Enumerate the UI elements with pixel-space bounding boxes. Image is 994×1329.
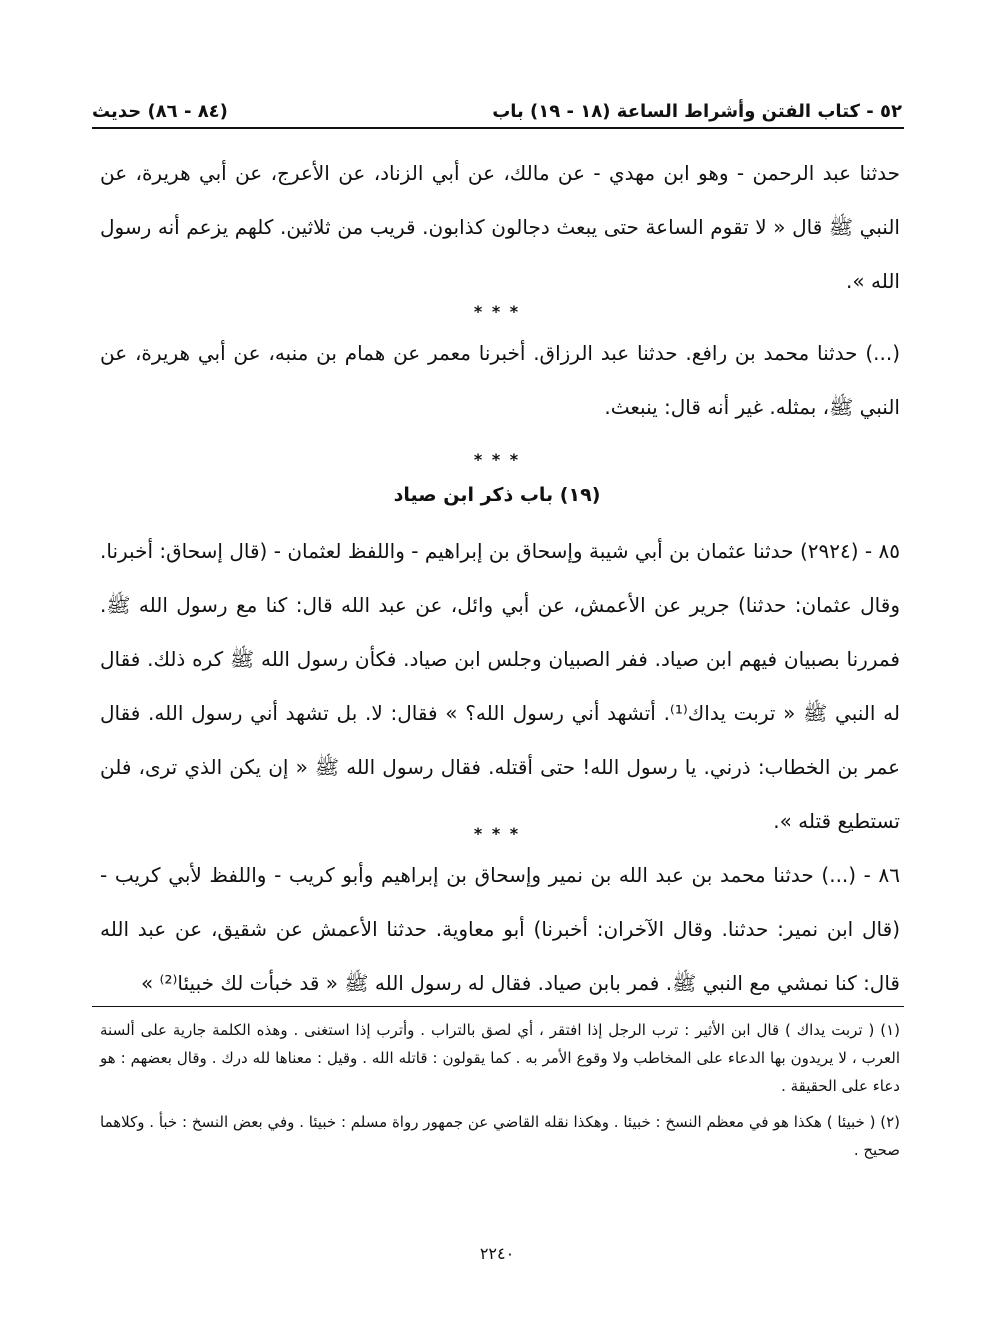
hadith-paragraph-2: (...) حدثنا محمد بن رافع. حدثنا عبد الرزاق. أخبرنا معمر عن همام بن منبه، عن أبي هريرة، عن النبي ﷺ، بمثله. غير أنه قال: ينبعث. [100, 341, 900, 419]
separator-stars-1: * * * [473, 302, 521, 321]
running-head-left: (٨٤ - ٨٦) حديث [92, 100, 228, 122]
separator-stars-2: * * * [473, 450, 521, 469]
hadith-85: ٨٥ - (٢٩٢٤) حدثنا عثمان بن أبي شيبة وإسحاق بن إبراهيم - واللفظ لعثمان - (قال إسحاق: أخبرنا. وقال عثمان: حدثنا) جرير عن الأعمش، عن أبي وائل، عن عبد الله قال: كنا مع رسول الله ﷺ. فمررنا بصبيان فيهم ابن صياد. ففر الصبيان وجلس ابن صياد. فكأن رسول الله ﷺ كره ذلك. فقال له النبي ﷺ « تربت يداك⁽¹⁾. أتشهد أني رسول الله؟ » فقال: لا. بل تشهد أني رسول الله. فقال عمر بن الخطاب: ذرني. يا رسول الله! حتى أقتله. فقال رسول الله ﷺ « إن يكن الذي ترى، فلن تستطيع قتله ». [100, 539, 901, 833]
page-number: ٢٢٤٠ [479, 1244, 515, 1263]
separator-stars-3: * * * [473, 824, 521, 843]
footnote-2: (٢) ( خبيئا ) هكذا هو في معظم النسخ : خبيئا . وهكذا نقله القاضي عن جمهور رواة مسلم : خبيئا . وفي بعض النسخ : خبأ . وكلاهما صحيح . [100, 1113, 900, 1159]
hadith-paragraph-1: حدثنا عبد الرحمن - وهو ابن مهدي - عن مالك، عن أبي الزناد، عن الأعرج، عن أبي هريرة، عن النبي ﷺ قال « لا تقوم الساعة حتى يبعث دجالون كذابون. قريب من ثلاثين. كلهم يزعم أنه رسول الله ». [100, 161, 900, 293]
running-head-right: ٥٢ - كتاب الفتن وأشراط الساعة (١٨ - ١٩) باب [492, 100, 902, 122]
footnote-rule [92, 1006, 904, 1007]
chapter-title: (١٩) باب ذكر ابن صياد [393, 484, 601, 506]
hadith-86: ٨٦ - (...) حدثنا محمد بن عبد الله بن نمير وإسحاق بن إبراهيم وأبو كريب - واللفظ لأبي كريب - (قال ابن نمير: حدثنا. وقال الآخران: أخبرنا) أبو معاوية. حدثنا الأعمش عن شقيق، عن عبد الله قال: كنا نمشي مع النبي ﷺ. فمر بابن صياد. فقال له رسول الله ﷺ « قد خبأت لك خبيئا⁽²⁾ » [100, 863, 900, 995]
running-head [92, 96, 902, 126]
footnotes [100, 1016, 900, 1172]
footnote-1: (١) ( تربت يداك ) قال ابن الأثير : ترب الرجل إذا افتقر ، أي لصق بالتراب . وأترب إذا استغنى . وهذه الكلمة جارية على ألسنة العرب ، لا يريدون بها الدعاء على المخاطب ولا وقوع الأمر به . كما يقولون : قاتله الله . وقيل : معناها لله درك . وقال بعضهم : هو دعاء على الحقيقة . [100, 1021, 900, 1095]
header-rule [92, 127, 904, 129]
